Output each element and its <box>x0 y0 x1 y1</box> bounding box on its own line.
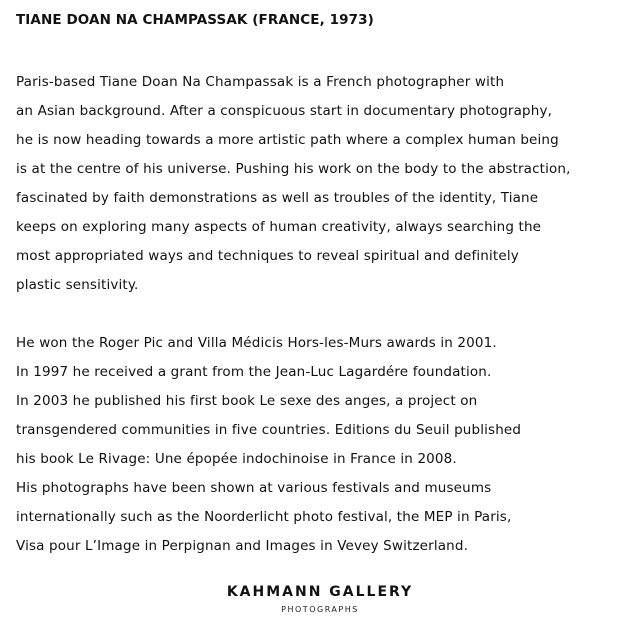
paragraph-1-line: keeps on exploring many aspects of human creativity, always searching the <box>16 219 542 235</box>
paragraph-1-line: Paris-based Tiane Doan Na Champassak is a French photographer with <box>16 74 505 90</box>
paragraph-2-line: In 2003 he published his first book Le sexe des anges, a project on <box>16 393 478 409</box>
paragraph-1-line: most appropriated ways and techniques to reveal spiritual and definitely <box>16 248 519 264</box>
gallery-logo <box>0 582 640 615</box>
paragraph-2-line: Visa pour L’Image in Perpignan and Images in Vevey Switzerland. <box>16 538 469 554</box>
gallery-name: KAHMANN GALLERY <box>226 584 414 600</box>
page-title: TIANE DOAN NA CHAMPASSAK (FRANCE, 1973) <box>16 12 374 28</box>
paragraph-2-line: internationally such as the Noorderlicht photo festival, the MEP in Paris, <box>16 509 512 525</box>
paragraph-2-line: transgendered communities in five countries. Editions du Seuil published <box>16 422 522 438</box>
paragraph-2-line: His photographs have been shown at various festivals and museums <box>16 480 492 496</box>
paragraph-1-line: fascinated by faith demonstrations as well as troubles of the identity, Tiane <box>16 190 539 206</box>
paragraph-spacer <box>16 300 636 329</box>
biography-text <box>16 68 636 561</box>
paragraph-1-line: an Asian background. After a conspicuous start in documentary photography, <box>16 103 553 119</box>
paragraph-2-line: In 1997 he received a grant from the Jean-Luc Lagardére foundation. <box>16 364 492 380</box>
paragraph-1-line: he is now heading towards a more artistic path where a complex human being <box>16 132 559 148</box>
paragraph-1-line: is at the centre of his universe. Pushing his work on the body to the abstraction, <box>16 161 571 177</box>
gallery-subtitle: PHOTOGRAPHS <box>281 605 359 614</box>
paragraph-2-line: He won the Roger Pic and Villa Médicis Hors-les-Murs awards in 2001. <box>16 335 497 351</box>
paragraph-1-line: plastic sensitivity. <box>16 277 139 293</box>
paragraph-2-line: his book Le Rivage: Une épopée indochinoise in France in 2008. <box>16 451 457 467</box>
